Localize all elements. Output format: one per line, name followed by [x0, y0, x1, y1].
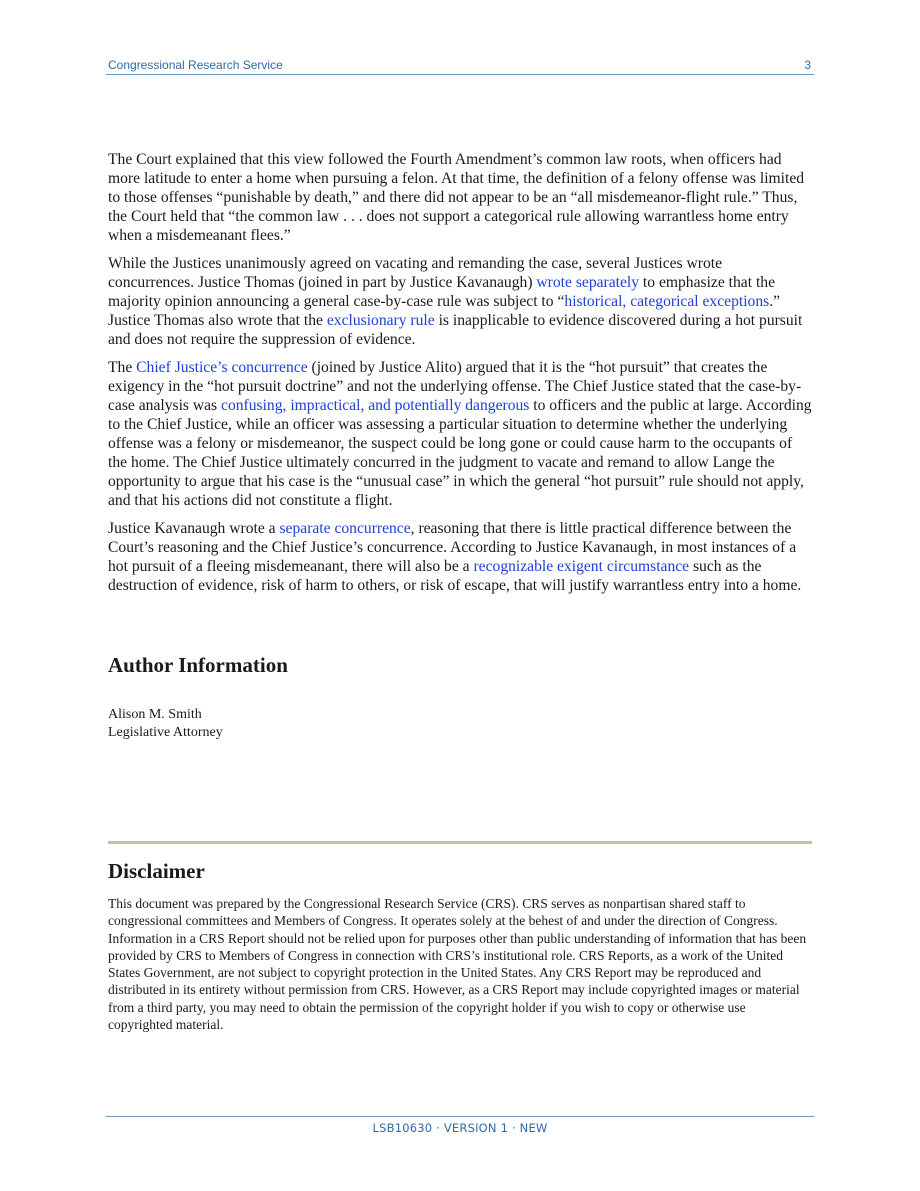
author-information-heading: Author Information — [108, 653, 288, 677]
paragraph-2-text-4: is inapplicable to evidence discovered during a hot pursuit and does not require the suppression of evidence. — [108, 312, 803, 348]
paragraph-4-text-1: Justice Kavanaugh wrote a — [108, 520, 280, 537]
section-divider — [108, 841, 812, 844]
paragraph-3 — [108, 358, 812, 510]
link-historical-categorical-exceptions[interactable]: historical, categorical exceptions — [564, 293, 770, 310]
paragraph-1: The Court explained that this view followed the Fourth Amendment’s common law roots, when officers had more latitude to enter a home when pursuing a felon. At that time, the definition of a felony offense was limited to those offenses “punishable by death,” and there did not appear to be an “all misdemeanor-flight rule.” Thus, the Court held that “the common law . . . does not support a categorical rule allowing warrantless home entry when a misdemeanant flees.” — [108, 151, 805, 244]
link-separate-concurrence[interactable]: separate concurrence — [279, 520, 411, 537]
header-divider — [106, 74, 814, 75]
paragraph-4-text-3: such as the destruction of evidence, risk of harm to others, or risk of escape, that will justify warrantless entry into a home. — [108, 558, 802, 594]
paragraph-3-text-2: (joined by Justice Alito) argued that it is the “hot pursuit” that creates the exigency in the “hot pursuit doctrine” and not the underlying offense. The Chief Justice stated that the case-by-case analysis was — [108, 359, 802, 414]
paragraph-2-text-3: .” Justice Thomas also wrote that the — [108, 293, 781, 329]
paragraph-2-text-1: While the Justices unanimously agreed on vacating and remanding the case, several Justices wrote concurrences. Justice Thomas (joined in part by Justice Kavanaugh) — [108, 255, 723, 291]
body-text — [108, 150, 812, 604]
author-block — [108, 706, 223, 742]
paragraph-4 — [108, 519, 812, 595]
page-header — [108, 58, 814, 74]
link-wrote-separately[interactable]: wrote separately — [536, 274, 640, 291]
paragraph-2-text-2: to emphasize that the majority opinion announcing a general case-by-case rule was subject to “ — [108, 274, 775, 310]
header-org-name: Congressional Research Service — [108, 58, 283, 72]
link-chief-justice-concurrence[interactable]: Chief Justice’s concurrence — [136, 359, 308, 376]
link-exclusionary-rule[interactable]: exclusionary rule — [326, 312, 435, 329]
link-recognizable-exigent-circumstance[interactable]: recognizable exigent circumstance — [473, 558, 690, 575]
author-name: Alison M. Smith — [108, 707, 202, 722]
page-footer: LSB10630 · VERSION 1 · NEW — [372, 1121, 548, 1135]
footer-divider — [106, 1116, 814, 1117]
paragraph-4-text-2: , reasoning that there is little practical difference between the Court’s reasoning and the Chief Justice’s concurrence. According to Justice Kavanaugh, in most instances of a hot pursuit of a fleeing misdemeanant, there will also be a — [108, 520, 797, 575]
disclaimer-heading: Disclaimer — [108, 859, 205, 883]
paragraph-2 — [108, 254, 812, 349]
author-title: Legislative Attorney — [108, 725, 223, 740]
paragraph-3-text-1: The — [108, 359, 137, 376]
paragraph-3-text-3: to officers and the public at large. According to the Chief Justice, while an officer was assessing a particular situation to determine whether the underlying offense was a felony or misdemeanor, the suspect could be long gone or could cause harm to the occupants of the home. The Chief Justice ultimately concurred in the judgment to vacate and remand to allow Lange the opportunity to argue that his case is the “unusual case” in which the general “hot pursuit” rule should not apply, and that his actions did not constitute a flight. — [108, 397, 812, 509]
header-page-number: 3 — [804, 58, 811, 72]
link-confusing-impractical-dangerous[interactable]: confusing, impractical, and potentially dangerous — [221, 397, 530, 414]
disclaimer-text: This document was prepared by the Congressional Research Service (CRS). CRS serves as nonpartisan shared staff to congressional committees and Members of Congress. It operates solely at the behest of and under the direction of Congress. Information in a CRS Report should not be relied upon for purposes other than public understanding of information that has been provided by CRS to Members of Congress in connection with CRS’s institutional role. CRS Reports, as a work of the United States Government, are not subject to copyright protection in the United States. Any CRS Report may be reproduced and distributed in its entirety without permission from CRS. However, as a CRS Report may include copyrighted images or material from a third party, you may need to obtain the permission of the copyright holder if you wish to copy or otherwise use copyrighted material. — [108, 896, 807, 1033]
